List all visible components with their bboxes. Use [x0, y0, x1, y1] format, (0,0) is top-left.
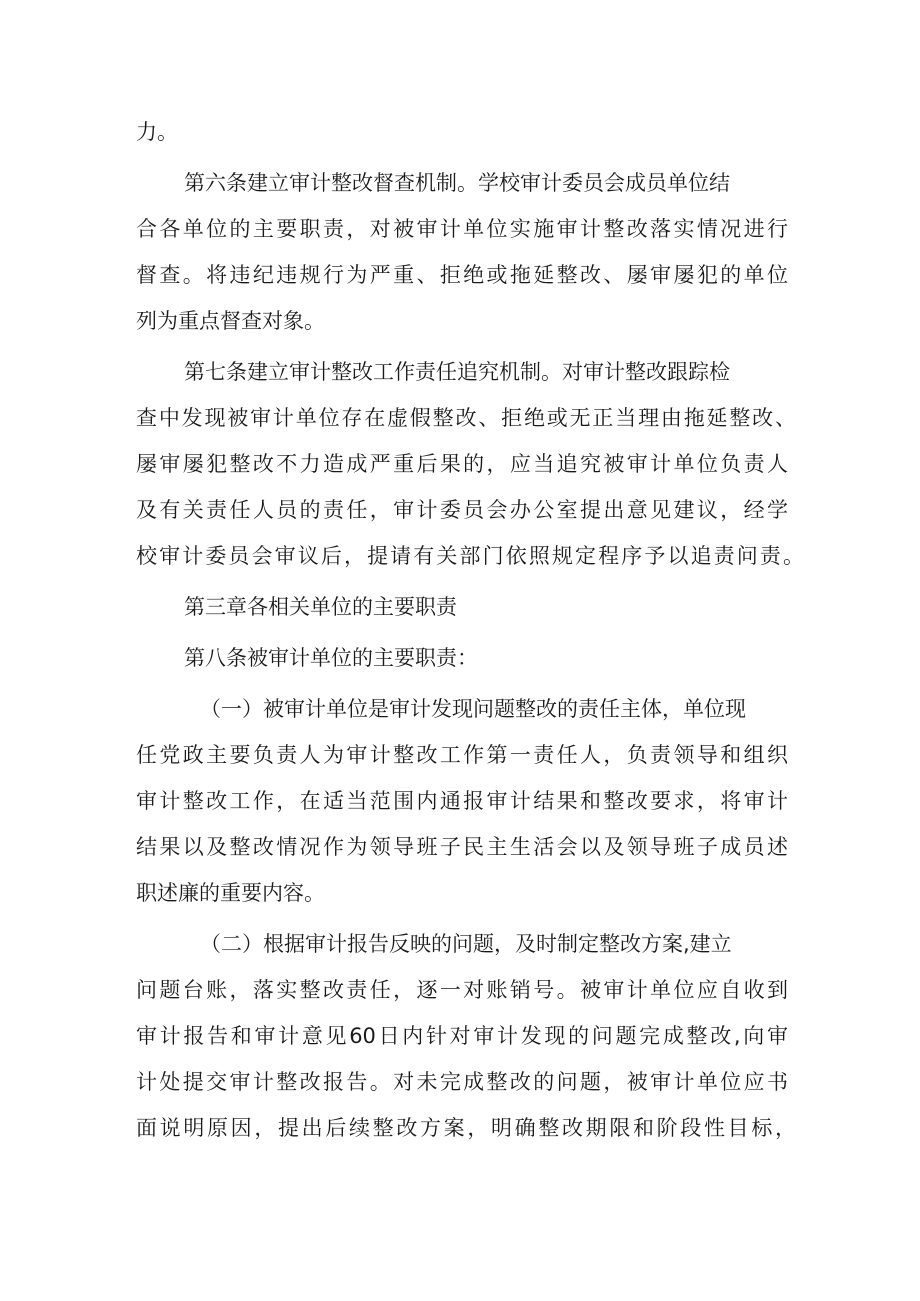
text-line: 第七条建立审计整改工作责任追究机制。对审计整改跟踪检 [184, 360, 730, 384]
text-line: 第六条建立审计整改督查机制。学校审计委员会成员单位结 [184, 171, 730, 195]
text-line: 屡审屡犯整改不力造成严重后果的，应当追究被审计单位负责人 [136, 452, 788, 476]
text-line: 问题台账，落实整改责任，逐一对账销号。被审计单位应自收到 [136, 978, 788, 1002]
text-line: 审计整改工作，在适当范围内通报审计结果和整改要求，将审计 [136, 789, 788, 813]
text-line: 结果以及整改情况作为领导班子民主生活会以及领导班子成员述 [136, 835, 788, 859]
text-line: 职述廉的重要内容。 [136, 881, 325, 905]
article-heading: 第八条被审计单位的主要职责： [184, 646, 478, 670]
text-line: 力。 [136, 120, 178, 144]
text-line: 及有关责任人员的责任，审计委员会办公室提出意见建议，经学 [136, 498, 788, 522]
text-line: 面说明原因，提出后续整改方案，明确整改期限和阶段性目标， [136, 1116, 796, 1140]
text-line: （二）根据审计报告反映的问题，及时制定整改方案,建立 [200, 932, 732, 956]
text-line: 列为重点督查对象。 [136, 309, 325, 333]
text-line: 督查。将违纪违规行为严重、拒绝或拖延整改、屡审屡犯的单位 [136, 263, 788, 287]
text-line: 任党政主要负责人为审计整改工作第一责任人，负责领导和组织 [136, 743, 788, 767]
text-line: 审计报告和审计意见60日内针对审计发现的问题完成整改,向审 [136, 1024, 788, 1048]
text-line: 查中发现被审计单位存在虚假整改、拒绝或无正当理由拖延整改、 [136, 406, 796, 430]
section-heading: 第三章各相关单位的主要职责 [184, 595, 457, 619]
text-line: （一）被审计单位是审计发现问题整改的责任主体，单位现 [200, 697, 746, 721]
text-line: 计处提交审计整改报告。对未完成整改的问题，被审计单位应书 [136, 1070, 788, 1094]
text-line: 合各单位的主要职责，对被审计单位实施审计整改落实情况进行 [136, 217, 788, 241]
text-line: 校审计委员会审议后，提请有关部门依照规定程序予以追责问责。 [136, 544, 804, 568]
